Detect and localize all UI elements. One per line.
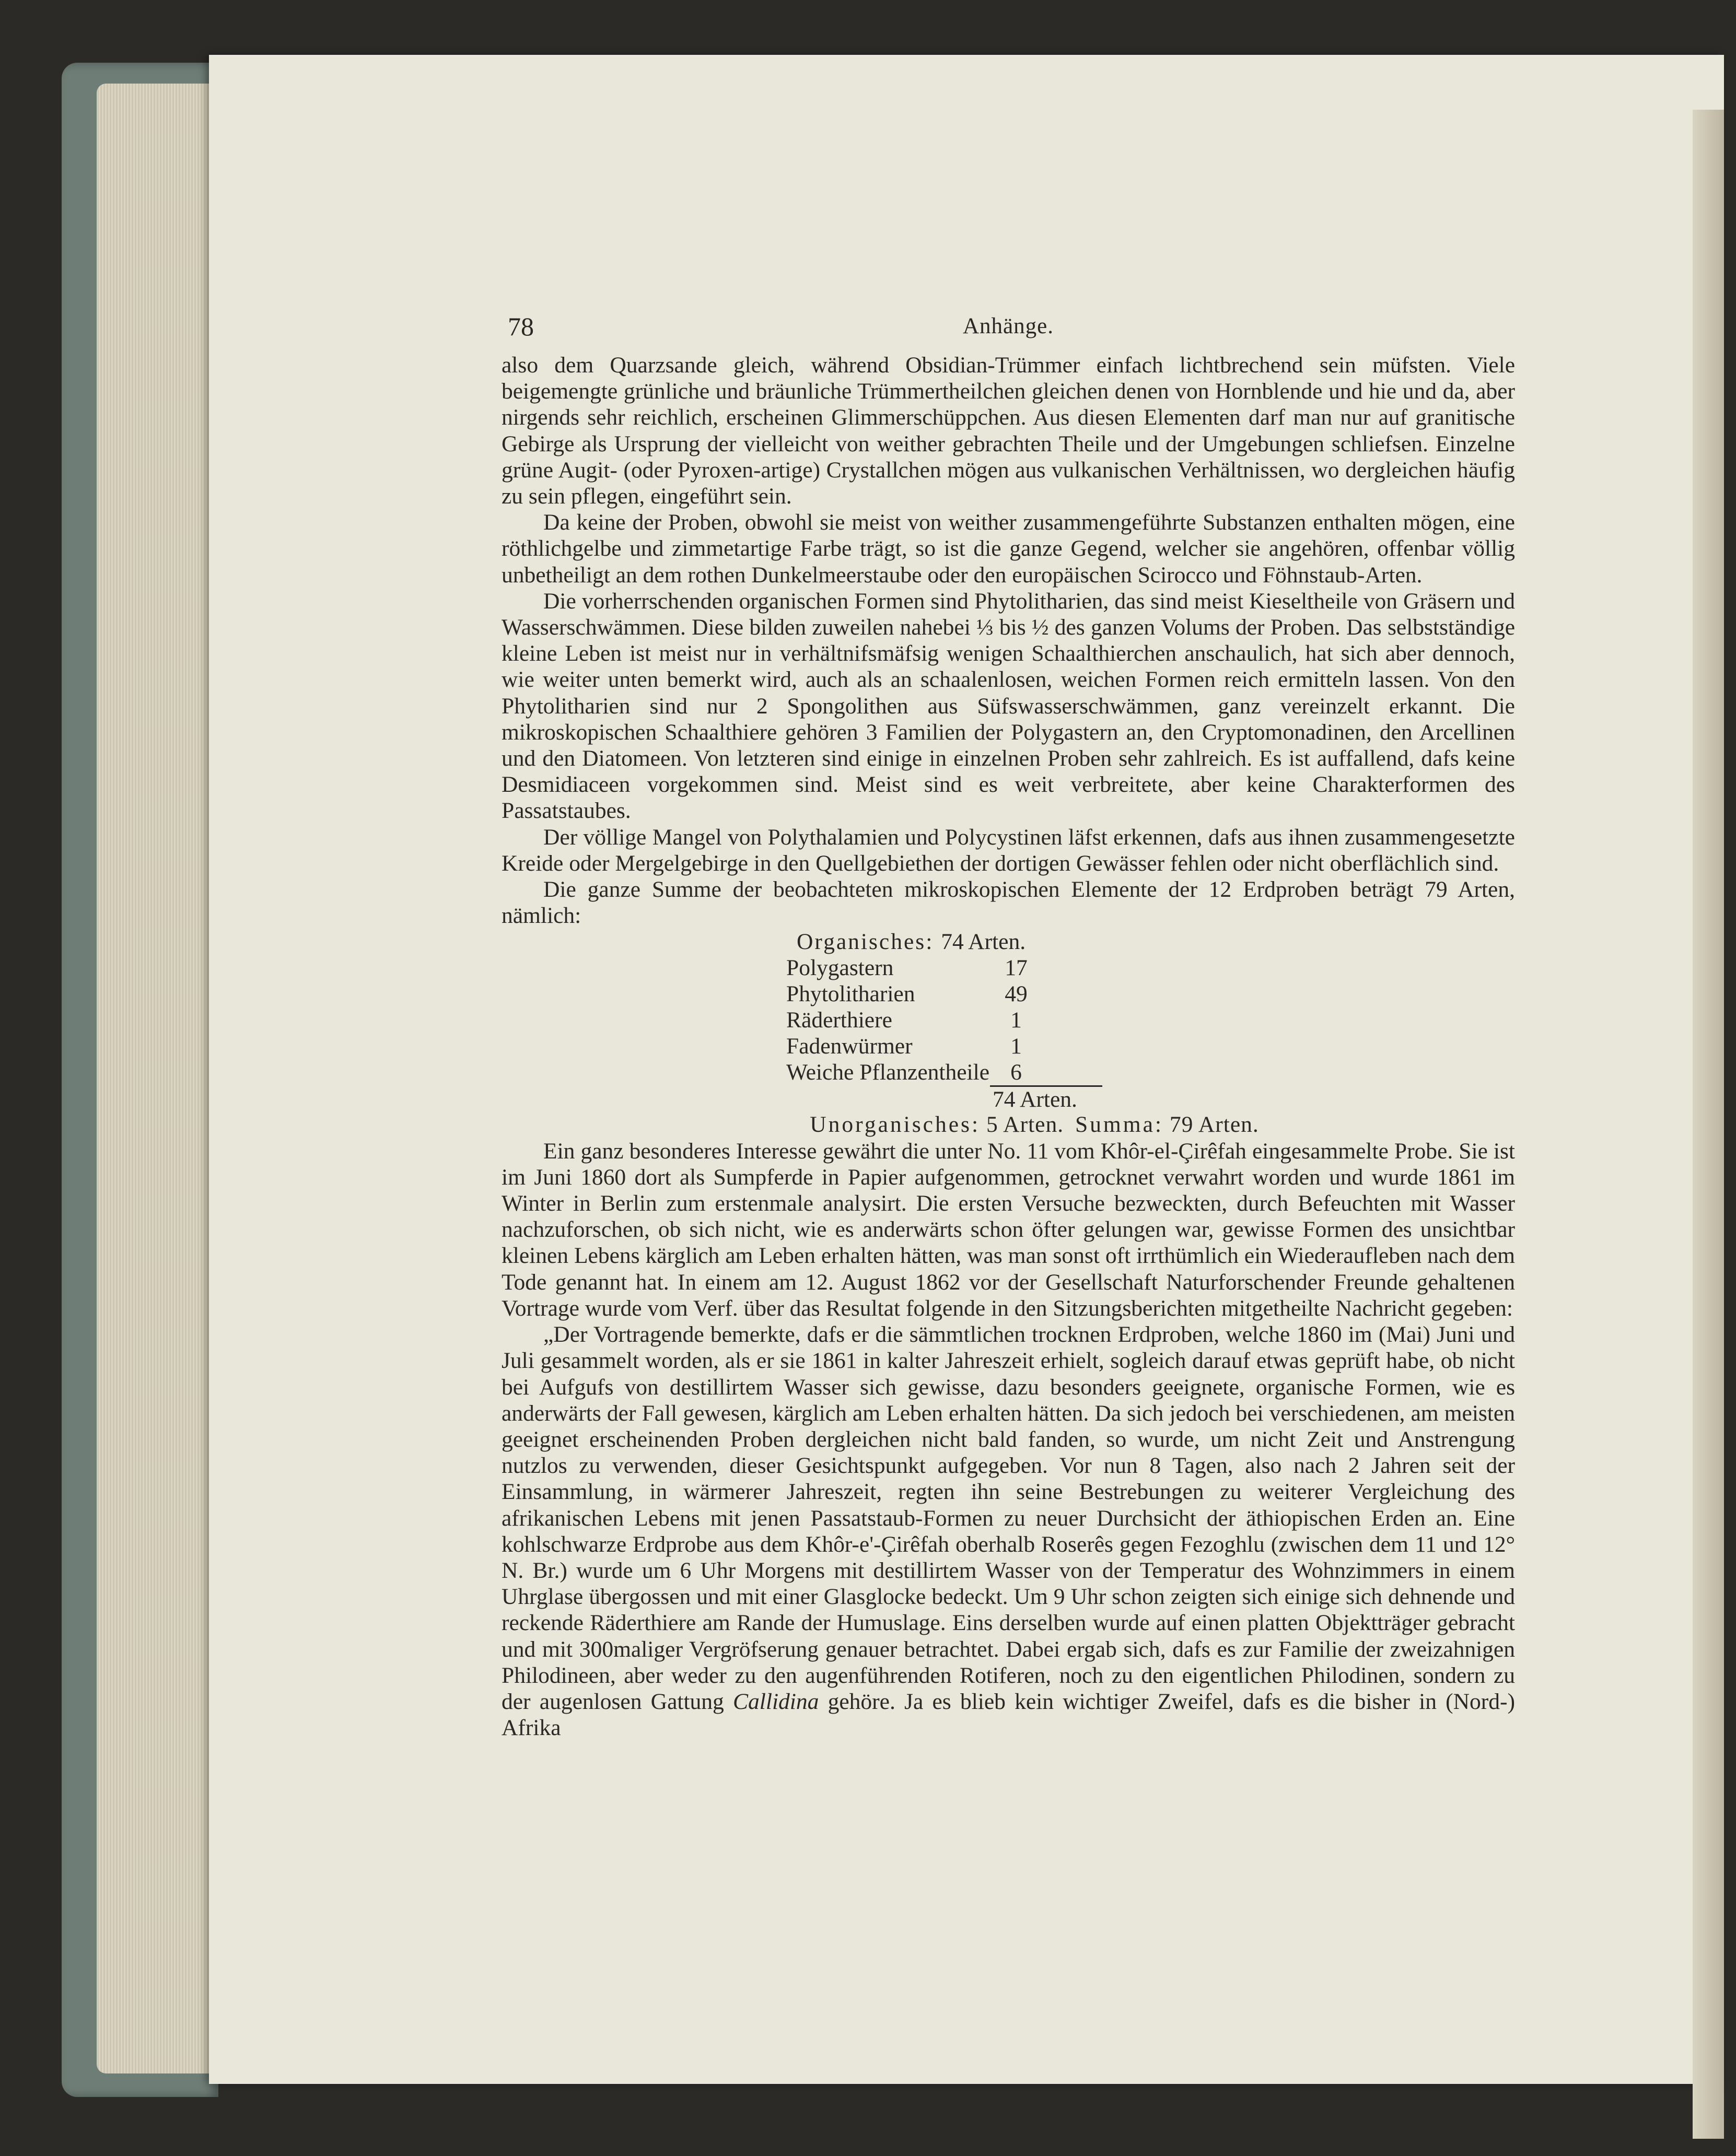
paragraph: Ein ganz besonderes Interesse gewährt die unter No. 11 vom Khôr-el-Çirêfah eingesammelte Probe. Sie ist im Juni 1860 dort als Sumpferde in Papier aufgenommen, getrocknet verwahrt worden und wurde 1861 im Winter in Berlin zum erstenmale analysirt. Die ersten Versuche bezweckten, durch Befeuchten mit Wasser nachzuforschen, ob sich nicht, wie es anderwärts schon öfter gelungen war, gewisse Formen des unsichtbar kleinen Lebens kärglich am Leben erhalten hätten, was man sonst oft irrthümlich ein Wiederaufleben nach dem Tode genannt hat. In einem am 12. August 1862 vor der Gesellschaft Naturforschender Freunde gehaltenen Vortrage wurde vom Verf. über das Resultat folgende in den Sitzungsberichten mitgetheilte Nachricht gegeben: — [502, 1138, 1515, 1321]
row-value: 1 — [1010, 1034, 1022, 1059]
paragraph: also dem Quarzsande gleich, während Obsidian-Trümmer einfach lichtbrechend sein müfsten. Viele beigemengte grünliche und bräunliche Trümmertheilchen gleichen denen von Hornblende und hie und da, aber nirgends sehr reichlich, erscheinen Glimmerschüppchen. Aus diesen Elementen darf man nur auf granitische Gebirge als Ursprung der vielleicht von weither gebrachten Theile und der Umgebungen schliefsen. Einzelne grüne Augit- (oder Pyroxen-artige) Crystallchen mögen aus vulkanischen Verhältnissen, wo dergleichen häufig zu sein pflegen, eingeführt sein. — [502, 353, 1515, 509]
row-value: 6 — [1010, 1060, 1022, 1085]
paragraph: Da keine der Proben, obwohl sie meist von weither zusammengeführte Substanzen enthalten mögen, eine röthlichgelbe und zimmetartige Farbe trägt, so ist die ganze Gegend, welcher sie angehören, offenbar völlig unbetheiligt an dem rothen Dunkelmeerstaube oder den europäischen Scirocco und Föhnstaub-Arten. — [502, 510, 1515, 588]
organic-heading: Organisches: 74 Arten. — [797, 929, 1026, 955]
row-label: Polygastern — [786, 955, 894, 981]
inorganic-summary-line: Unorganisches: 5 Arten. Summa: 79 Arten. — [810, 1112, 1259, 1138]
row-label: Phytolitharien — [786, 981, 915, 1007]
row-value: 17 — [1005, 955, 1028, 981]
paragraph: Die ganze Summe der beobachteten mikroskopischen Elemente der 12 Erdproben beträgt 79 Arten, nämlich: — [502, 877, 1515, 929]
row-label: Weiche Pflanzentheile — [786, 1060, 990, 1085]
page-edges — [97, 84, 227, 2073]
page-content — [502, 313, 1515, 1741]
running-header — [502, 313, 1515, 349]
genus-name: Callidina — [733, 1689, 819, 1714]
row-value: 49 — [1005, 981, 1028, 1007]
page-number: 78 — [508, 312, 534, 341]
organic-total: 74 Arten. — [993, 1087, 1077, 1112]
row-label: Fadenwürmer — [786, 1034, 913, 1059]
paragraph: Die vorherrschenden organischen Formen sind Phytolitharien, das sind meist Kieseltheile von Gräsern und Wasserschwämmen. Diese bilden zuweilen nahebei ⅓ bis ½ des ganzen Volums der Proben. Das selbstständige kleine Leben ist meist nur in verhältnifsmäfsig wenigen Schaalthierchen anschaulich, hat sich aber dennoch, wie weiter unten bemerkt wird, auch als an schaalenlosen, weichen Formen reich ermitteln lassen. Von den Phytolitharien sind nur 2 Spongolithen aus Süfswasserschwämmen, ganz vereinzelt erkannt. Die mikroskopischen Schaalthiere gehören 3 Familien der Polygastern an, den Cryptomonadinen, den Arcellinen und den Diatomeen. Von letzteren sind einige in einzelnen Proben sehr zahlreich. Es ist auffallend, dafs keine Desmidiaceen vorgekommen sind. Meist sind es weit verbreitete, aber keine Charakterformen des Passatstaubes. — [502, 588, 1515, 824]
species-summary-table — [502, 929, 1515, 1111]
paragraph: Der völlige Mangel von Polythalamien und Polycystinen läfst erkennen, dafs aus ihnen zusammengesetzte Kreide oder Mergelgebirge in den Quellgebiethen der dortigen Gewässer fehlen oder nicht oberflächlich sind. — [502, 824, 1515, 876]
quoted-paragraph: „Der Vortragende bemerkte, dafs er die sämmtlichen trocknen Erdproben, welche 1860 im (Mai) Juni und Juli gesammelt worden, als er sie 1861 in kalter Jahreszeit erhielt, sogleich darauf etwas geprüft habe, ob nicht bei Aufgufs von destillirtem Wasser sich gewisse, dazu besonders geeignete, organische Formen, wie es anderwärts der Fall gewesen, kärglich am Leben erhalten hätten. Da sich jedoch bei verschiedenen, am meisten geeignet erscheinenden Proben dergleichen nicht bald fanden, so wurde, um nicht Zeit und Anstrengung nutzlos zu verwenden, dieser Gesichtspunkt aufgegeben. Vor nun 8 Tagen, also nach 2 Jahren seit der Einsammlung, in wärmerer Jahreszeit, regten ihn seine Bestrebungen zu weiterer Vergleichung des afrikanischen Lebens mit jenen Passatstaub-Formen zu neuer Durchsicht der äthiopischen Erden an. Eine kohlschwarze Erdprobe aus dem Khôr-e'-Çirêfah oberhalb Roserês gegen Fezoghlu (zwischen dem 11 und 12° N. Br.) wurde um 6 Uhr Morgens mit destillirtem Wasser von der Temperatur des Wohnzimmers in einem Uhrglase übergossen und mit einer Glasglocke bedeckt. Um 9 Uhr schon zeigten sich einige sich dehnende und reckende Räderthiere am Rande der Humuslage. Eins derselben wurde auf einen platten Objektträger gebracht und mit 300maliger Vergröfserung genauer betrachtet. Dabei ergab sich, dafs es zur Familie der zweizahnigen Philodineen, aber weder zu den augenführenden Rotiferen, noch zu den eigentlichen Philodinen, sondern zu der augenlosen Gattung Callidina gehöre. Ja es blieb kein wichtiger Zweifel, dafs es die bisher in (Nord-) Afrika — [502, 1322, 1516, 1741]
next-page-edge — [1693, 110, 1724, 2139]
row-value: 1 — [1010, 1007, 1022, 1033]
row-label: Räderthiere — [786, 1007, 892, 1033]
running-title: Anhänge. — [963, 314, 1054, 338]
